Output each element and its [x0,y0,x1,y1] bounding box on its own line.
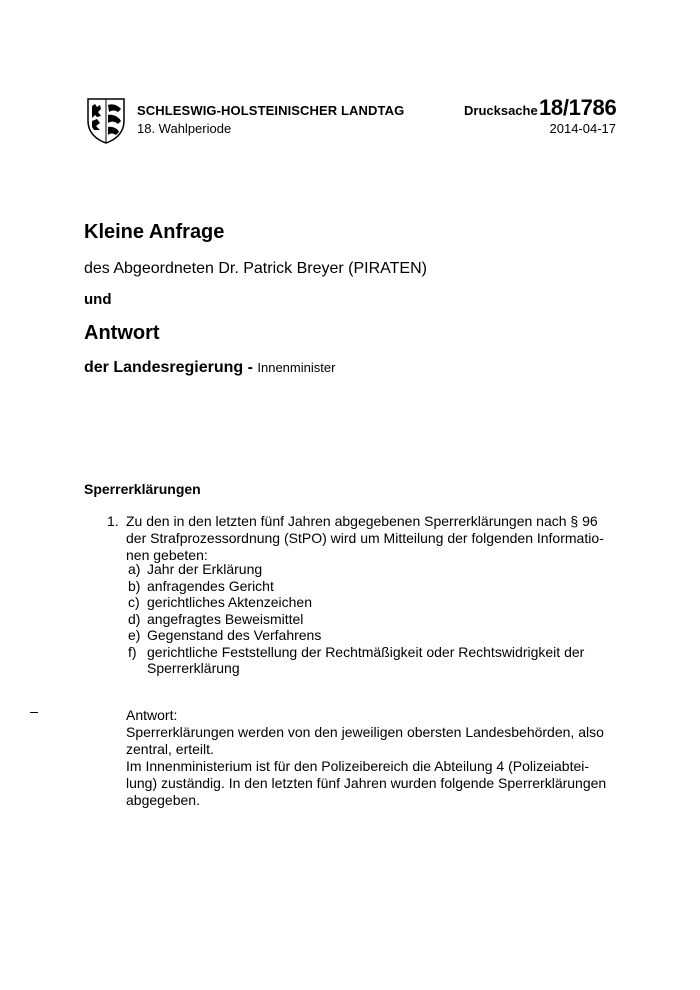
item-letter: b) [128,577,141,594]
item-letter: c) [128,594,140,610]
list-item [128,594,584,611]
document-date: 2014-04-17 [549,121,616,136]
member-of-parliament: des Abgeordneten Dr. Patrick Breyer (PIRATEN) [84,260,427,277]
item-letter: f) [128,643,137,660]
coat-of-arms-icon [86,97,126,144]
list-item [128,578,584,595]
ministry-name: Innenminister [257,360,336,375]
list-item [128,627,584,644]
item-text: angefragtes Beweismittel [147,610,304,627]
answer-line: abgegeben. [126,792,200,808]
government-line [84,359,335,377]
answer-line: zentral, erteilt. [126,741,214,757]
organization-name: SCHLESWIG-HOLSTEINISCHER LANDTAG [137,103,405,118]
answer-line: Sperrerklärungen werden von den jeweiligen obersten Landesbehörden, also [126,724,604,740]
question-text [126,513,606,564]
item-letter: e) [128,627,141,643]
list-item [128,561,584,578]
subject-heading: Sperrerklärungen [84,481,201,497]
drucksache-number: 18/1786 [539,95,617,120]
list-item [128,644,584,661]
heading-kleine-anfrage: Kleine Anfrage [84,221,225,243]
answer-text [126,707,616,809]
government-label: der Landesregierung - [84,359,258,376]
item-text: Gegenstand des Verfahrens [147,627,322,643]
legislative-period: 18. Wahlperiode [137,121,232,136]
item-text: anfragendes Gericht [147,577,274,594]
list-item [128,611,584,628]
question-items [128,561,584,677]
question-number: 1. [107,513,119,529]
item-text: Jahr der Erklärung [147,561,263,577]
drucksache-label: Drucksache [464,103,538,118]
margin-dash [30,712,38,713]
question-line: Zu den in den letzten fünf Jahren abgegebenen Sperrerklärungen nach § 96 [126,513,598,529]
question-line: der Strafprozessordnung (StPO) wird um Mitteilung der folgenden Informatio- [126,530,604,546]
conjunction-und: und [84,291,112,308]
question-line: nen gebeten: [126,547,208,563]
answer-line: lung) zuständig. In den letzten fünf Jahren wurden folgende Sperrerklärungen [126,775,607,791]
item-letter: d) [128,610,141,627]
answer-line: Antwort: [126,707,178,723]
heading-antwort: Antwort [84,322,160,344]
item-text: gerichtliche Feststellung der Rechtmäßigkeit oder Rechtswidrigkeit der [147,643,585,660]
item-text: gerichtliches Aktenzeichen [147,594,312,610]
item-text-continuation: Sperrerklärung [147,660,240,676]
item-letter: a) [128,561,141,577]
answer-line: Im Innenministerium ist für den Polizeibereich die Abteilung 4 (Polizeiabtei- [126,758,590,774]
